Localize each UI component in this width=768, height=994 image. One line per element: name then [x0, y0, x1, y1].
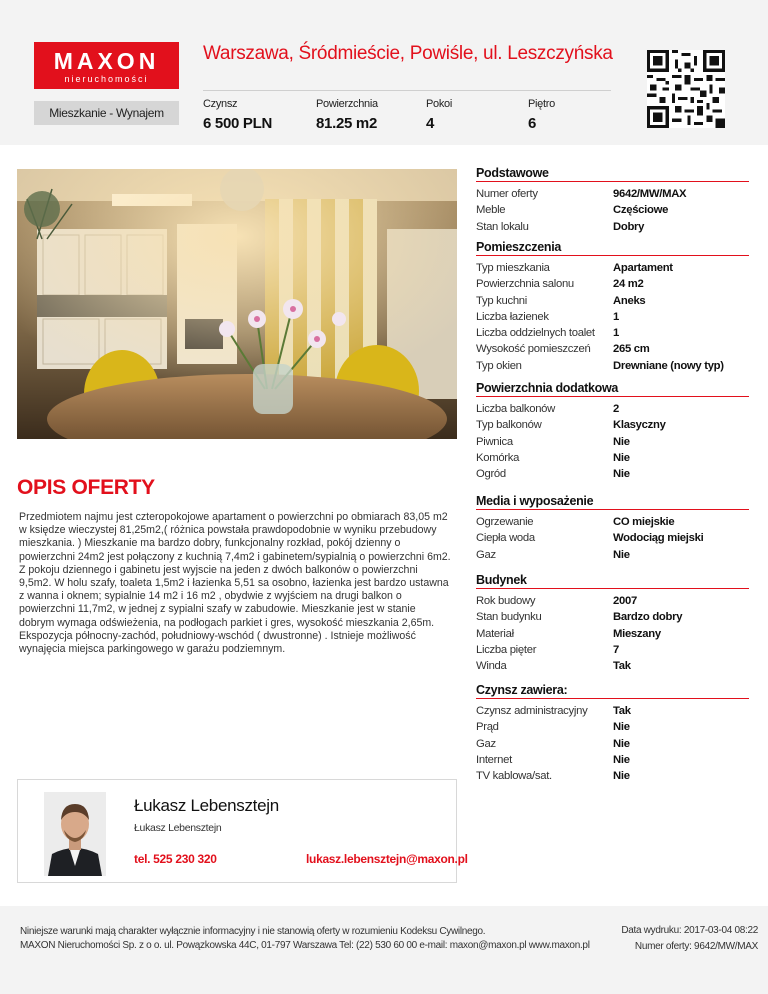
section-rooms	[476, 240, 749, 374]
category-badge: Mieszkanie - Wynajem	[34, 101, 179, 125]
detail-row	[476, 434, 749, 450]
agent-subtitle: Łukasz Lebensztejn	[134, 822, 222, 834]
detail-value: Nie	[613, 468, 630, 481]
detail-row	[476, 401, 749, 417]
detail-value: Apartament	[613, 262, 673, 274]
detail-value: Nie	[613, 451, 630, 464]
stat-value: 4	[426, 115, 435, 132]
detail-value: Nie	[613, 435, 630, 448]
stat-label: Pokoi	[426, 98, 453, 110]
detail-row	[476, 309, 749, 325]
detail-key: Typ balkonów	[476, 419, 542, 432]
detail-row	[476, 752, 749, 768]
detail-key: Typ okien	[476, 359, 522, 372]
detail-row	[476, 736, 749, 752]
detail-value: Drewniane (nowy typ)	[613, 359, 724, 372]
detail-value: Tak	[613, 660, 631, 673]
detail-row	[476, 642, 749, 658]
description-title: OPIS OFERTY	[17, 476, 155, 499]
detail-row	[476, 276, 749, 292]
detail-row	[476, 358, 749, 374]
property-photo[interactable]	[17, 169, 457, 439]
detail-value: Nie	[613, 721, 630, 734]
stat-area	[316, 98, 378, 132]
detail-value: Tak	[613, 705, 631, 717]
detail-value: Aneks	[613, 294, 646, 307]
detail-value: 7	[613, 643, 619, 656]
detail-value: Klasyczny	[613, 419, 666, 432]
detail-row	[476, 593, 749, 609]
detail-key: Liczba pięter	[476, 643, 537, 656]
stat-floor	[528, 98, 555, 132]
detail-value: Nie	[613, 548, 630, 561]
section-title: Czynsz zawiera:	[476, 683, 749, 699]
stat-label: Czynsz	[203, 98, 238, 110]
stat-rooms	[426, 98, 452, 132]
detail-row	[476, 768, 749, 784]
detail-value: Nie	[613, 753, 630, 766]
detail-key: Ogrzewanie	[476, 516, 534, 528]
detail-value: Nie	[613, 737, 630, 750]
stat-label: Piętro	[528, 98, 555, 110]
qr-code-icon[interactable]	[647, 50, 725, 128]
footer-offer-number: Numer oferty: 9642/MW/MAX	[634, 941, 758, 952]
section-title: Media i wyposażenie	[476, 494, 749, 510]
detail-key: Meble	[476, 204, 506, 217]
detail-value: 24 m2	[613, 278, 644, 291]
detail-key: Ciepła woda	[476, 532, 535, 545]
detail-row	[476, 219, 749, 235]
detail-row	[476, 417, 749, 433]
detail-row	[476, 609, 749, 625]
detail-key: Typ kuchni	[476, 294, 528, 307]
detail-row	[476, 260, 749, 276]
detail-row	[476, 293, 749, 309]
detail-key: Winda	[476, 660, 507, 673]
detail-key: Wysokość pomieszczeń	[476, 343, 591, 356]
detail-key: Prąd	[476, 721, 499, 734]
detail-row	[476, 719, 749, 735]
detail-value: Dobry	[613, 220, 645, 233]
detail-value: CO miejskie	[613, 516, 675, 528]
detail-key: Numer oferty	[476, 188, 538, 200]
detail-key: Liczba balkonów	[476, 403, 556, 415]
detail-key: Stan lokalu	[476, 220, 529, 233]
detail-key: Rok budowy	[476, 595, 536, 607]
detail-value: Bardzo dobry	[613, 611, 683, 624]
footer-meta	[621, 923, 758, 955]
detail-row	[476, 658, 749, 674]
agent-card	[17, 779, 468, 883]
detail-key: Typ mieszkania	[476, 262, 550, 274]
footer-line: Niniejsze warunki mają charakter wyłącznie informacyjny i nie stanowią oferty w rozumieniu Kodeksu Cywilnego.	[20, 926, 486, 937]
section-extra-area	[476, 381, 749, 482]
detail-value: Nie	[613, 770, 630, 783]
detail-row	[476, 186, 749, 202]
detail-key: Powierzchnia salonu	[476, 278, 574, 291]
detail-value: 1	[613, 327, 619, 340]
agent-name: Łukasz Lebensztejn	[134, 796, 279, 815]
logo-sub: nieruchomości	[64, 74, 149, 84]
section-building	[476, 573, 749, 674]
detail-key: TV kablowa/sat.	[476, 770, 552, 783]
description-text: Przedmiotem najmu jest czteropokojowe apartament o powierzchni po obmiarach 83,05 m2 w księdze wieczystej 81,25m2,( różnica powstała prawdopodobnie w wyniku przebudowy mieszkania. ) Mieszkanie ma bardzo dobry, funkcjonalny rozkład, pokój dzienny o powierzchni 24m2 jest połączony z kuchnią 7,4m2 i gabinetem/sypialnią o powierzchni 6m2. Z pokoju dziennego i gabinetu jest wyjscie na jeden z dwóch balkonów o powierzchni 9,5m2. W holu szafy, toaleta 1,5m2 i łazienka 5,51 sa osobno, łazienka jest bardzo ustawna z wanna i oknem; sypialnie 14 m2 i 16 m2 , obydwie z wyjściem na drugi balkon o powierzchni 11,7m2, w jednej z sypialni szafy w zabudowie. Mieszkanie jest w stanie dobrym wymaga odświeżenia, na podłogach parkiet i gres, wysokość mieszkania 2,65m. Ekspozycja północny-zachód, południowy-wschód ( dwustronne) . Istnieje możliwość wynajęcia miejsca parkingowego w garażu podziemnym.	[19, 511, 451, 656]
detail-row	[476, 547, 749, 563]
stat-rent	[203, 98, 272, 132]
detail-value: Wodociąg miejski	[613, 532, 704, 545]
stat-value: 6 500 PLN	[203, 115, 273, 132]
section-rent-includes	[476, 683, 749, 784]
print-date: Data wydruku: 2017-03-04 08:22	[621, 925, 758, 936]
detail-key: Gaz	[476, 737, 496, 750]
detail-value: 9642/MW/MAX	[613, 188, 687, 200]
footer-disclaimer	[20, 925, 590, 953]
detail-value: 1	[613, 310, 619, 323]
detail-key: Komórka	[476, 451, 520, 464]
logo-main: MAXON	[53, 48, 160, 74]
detail-key: Gaz	[476, 548, 496, 561]
detail-value: 2007	[613, 595, 637, 607]
footer-company-line: MAXON Nieruchomości Sp. z o o. ul. Powązkowska 44C, 01-797 Warszawa Tel: (22) 530 60 00 e-mail: maxon@maxon.pl www.maxon.pl	[20, 940, 590, 951]
maxon-logo[interactable]	[34, 42, 179, 89]
agent-email-link[interactable]: lukasz.lebensztejn@maxon.pl	[306, 852, 468, 866]
detail-row	[476, 202, 749, 218]
section-basic	[476, 166, 749, 235]
detail-key: Stan budynku	[476, 611, 542, 624]
detail-row	[476, 514, 749, 530]
detail-value: 265 cm	[613, 343, 650, 356]
title-divider	[203, 90, 611, 91]
detail-row	[476, 626, 749, 642]
section-media	[476, 494, 749, 563]
detail-key: Internet	[476, 753, 512, 766]
detail-key: Materiał	[476, 627, 514, 640]
stat-value: 6	[528, 115, 537, 132]
detail-row	[476, 450, 749, 466]
detail-row	[476, 341, 749, 357]
detail-row	[476, 530, 749, 546]
page-title: Warszawa, Śródmieście, Powiśle, ul. Leszczyńska	[203, 43, 613, 64]
detail-row	[476, 466, 749, 482]
agent-phone-link[interactable]: tel. 525 230 320	[134, 852, 217, 866]
stat-label: Powierzchnia	[316, 98, 378, 110]
detail-key: Piwnica	[476, 435, 513, 448]
detail-value: Częściowe	[613, 204, 669, 217]
agent-avatar	[44, 792, 106, 876]
detail-value: Mieszany	[613, 627, 661, 640]
detail-value: 2	[613, 403, 619, 415]
section-title: Pomieszczenia	[476, 240, 749, 256]
section-title: Powierzchnia dodatkowa	[476, 381, 749, 397]
detail-key: Liczba oddzielnych toalet	[476, 327, 595, 340]
detail-key: Liczba łazienek	[476, 310, 549, 323]
section-title: Podstawowe	[476, 166, 749, 182]
section-title: Budynek	[476, 573, 749, 589]
stat-value: 81.25 m2	[316, 115, 377, 132]
detail-key: Czynsz administracyjny	[476, 705, 588, 717]
detail-row	[476, 325, 749, 341]
detail-row	[476, 703, 749, 719]
detail-key: Ogród	[476, 468, 506, 481]
